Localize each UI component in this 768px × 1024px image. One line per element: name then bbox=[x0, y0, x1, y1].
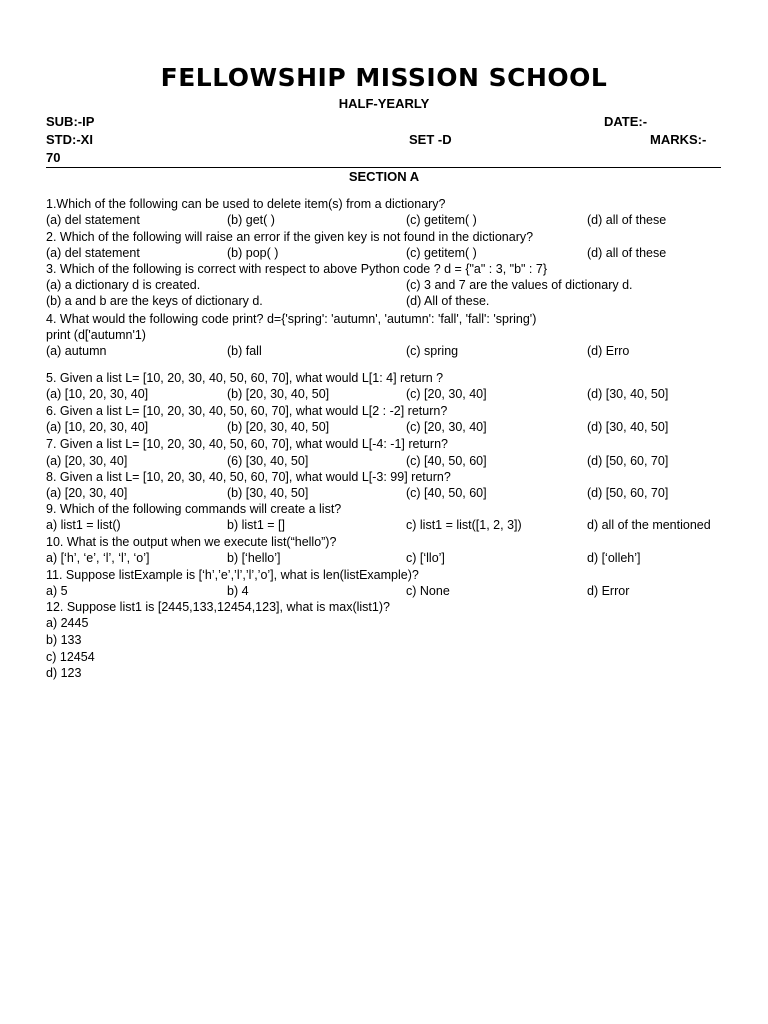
set-label: SET -D bbox=[409, 132, 452, 147]
question-text: 1.Which of the following can be used to delete item(s) from a dictionary? bbox=[46, 197, 446, 211]
question-code-line: print (d['autumn'1) bbox=[46, 328, 146, 342]
option-a: (a) [20, 30, 40] bbox=[46, 486, 128, 500]
question-text: 9. Which of the following commands will create a list? bbox=[46, 502, 342, 516]
option-a: a) list1 = list() bbox=[46, 518, 121, 532]
header-divider bbox=[46, 167, 721, 168]
option-b: (b) [20, 30, 40, 50] bbox=[227, 387, 330, 401]
option-d: d) [‘olleh’] bbox=[587, 551, 641, 565]
marks-value: 70 bbox=[46, 150, 61, 165]
option-c: (c) 3 and 7 are the values of dictionary d. bbox=[406, 278, 633, 292]
option-b: (b) [20, 30, 40, 50] bbox=[227, 420, 330, 434]
option-b: (b) a and b are the keys of dictionary d. bbox=[46, 294, 263, 308]
option-a: a) [‘h’, ‘e’, ‘l’, ‘l’, ‘o’] bbox=[46, 551, 150, 565]
subject-label: SUB:-IP bbox=[46, 114, 95, 129]
option-a: (a) autumn bbox=[46, 344, 107, 358]
option-c: c) 12454 bbox=[46, 650, 95, 664]
question-text: 8. Given a list L= [10, 20, 30, 40, 50, 60, 70], what would L[-3: 99] return? bbox=[46, 470, 451, 484]
option-d: (d) [50, 60, 70] bbox=[587, 454, 669, 468]
option-b: b) 4 bbox=[227, 584, 249, 598]
option-d: (d) All of these. bbox=[406, 294, 490, 308]
school-title: FELLOWSHIP MISSION SCHOOL bbox=[160, 63, 608, 92]
option-a: (a) [20, 30, 40] bbox=[46, 454, 128, 468]
option-b: b) list1 = [] bbox=[227, 518, 286, 532]
question-text: 10. What is the output when we execute list(“hello”)? bbox=[46, 535, 337, 549]
option-c: (c) [20, 30, 40] bbox=[406, 420, 487, 434]
option-b: b) [‘hello’] bbox=[227, 551, 281, 565]
option-a: a) 5 bbox=[46, 584, 68, 598]
option-b: (b) get( ) bbox=[227, 213, 275, 227]
option-b: (b) pop( ) bbox=[227, 246, 279, 260]
option-c: c) list1 = list([1, 2, 3]) bbox=[406, 518, 522, 532]
option-d: (d) all of these bbox=[587, 213, 667, 227]
option-d: d) all of the mentioned bbox=[587, 518, 711, 532]
option-a: a) 2445 bbox=[46, 616, 89, 630]
exam-title: HALF-YEARLY bbox=[338, 96, 430, 111]
option-b: (b) fall bbox=[227, 344, 262, 358]
option-c: (c) [40, 50, 60] bbox=[406, 454, 487, 468]
question-text: 6. Given a list L= [10, 20, 30, 40, 50, 60, 70], what would L[2 : -2] return? bbox=[46, 404, 448, 418]
question-text: 2. Which of the following will raise an error if the given key is not found in the dictionary? bbox=[46, 230, 534, 244]
section-heading: SECTION A bbox=[348, 169, 420, 184]
option-d: (d) all of these bbox=[587, 246, 667, 260]
option-a: (a) [10, 20, 30, 40] bbox=[46, 387, 149, 401]
std-label: STD:-XI bbox=[46, 132, 93, 147]
question-text: 11. Suppose listExample is [‘h’,’e’,’l’,’l’,’o’], what is len(listExample)? bbox=[46, 568, 419, 582]
option-d: d) Error bbox=[587, 584, 630, 598]
option-d: (d) [50, 60, 70] bbox=[587, 486, 669, 500]
question-text: 7. Given a list L= [10, 20, 30, 40, 50, 60, 70], what would L[-4: -1] return? bbox=[46, 437, 448, 451]
option-c: (c) getitem( ) bbox=[406, 246, 477, 260]
option-a: (a) [10, 20, 30, 40] bbox=[46, 420, 149, 434]
option-d: (d) [30, 40, 50] bbox=[587, 387, 669, 401]
option-c: (c) [20, 30, 40] bbox=[406, 387, 487, 401]
option-a: (a) a dictionary d is created. bbox=[46, 278, 201, 292]
option-c: (c) spring bbox=[406, 344, 459, 358]
option-c: c) [‘llo’] bbox=[406, 551, 445, 565]
question-text: 4. What would the following code print? d={'spring': 'autumn', 'autumn': 'fall', 'fall': 'spring') bbox=[46, 312, 537, 326]
date-label: DATE:- bbox=[604, 114, 648, 129]
option-d: (d) [30, 40, 50] bbox=[587, 420, 669, 434]
question-text: 5. Given a list L= [10, 20, 30, 40, 50, 60, 70], what would L[1: 4] return ? bbox=[46, 371, 444, 385]
option-b: (6) [30, 40, 50] bbox=[227, 454, 309, 468]
option-b: (b) [30, 40, 50] bbox=[227, 486, 309, 500]
option-c: (c) [40, 50, 60] bbox=[406, 486, 487, 500]
option-b: b) 133 bbox=[46, 633, 82, 647]
question-text: 3. Which of the following is correct with respect to above Python code ? d = {"a" : 3, "b" : 7} bbox=[46, 262, 548, 276]
marks-label: MARKS:- bbox=[650, 132, 707, 147]
option-a: (a) del statement bbox=[46, 246, 140, 260]
option-d: (d) Erro bbox=[587, 344, 630, 358]
option-c: (c) getitem( ) bbox=[406, 213, 477, 227]
question-text: 12. Suppose list1 is [2445,133,12454,123], what is max(list1)? bbox=[46, 600, 390, 614]
option-a: (a) del statement bbox=[46, 213, 140, 227]
option-c: c) None bbox=[406, 584, 450, 598]
option-d: d) 123 bbox=[46, 666, 82, 680]
